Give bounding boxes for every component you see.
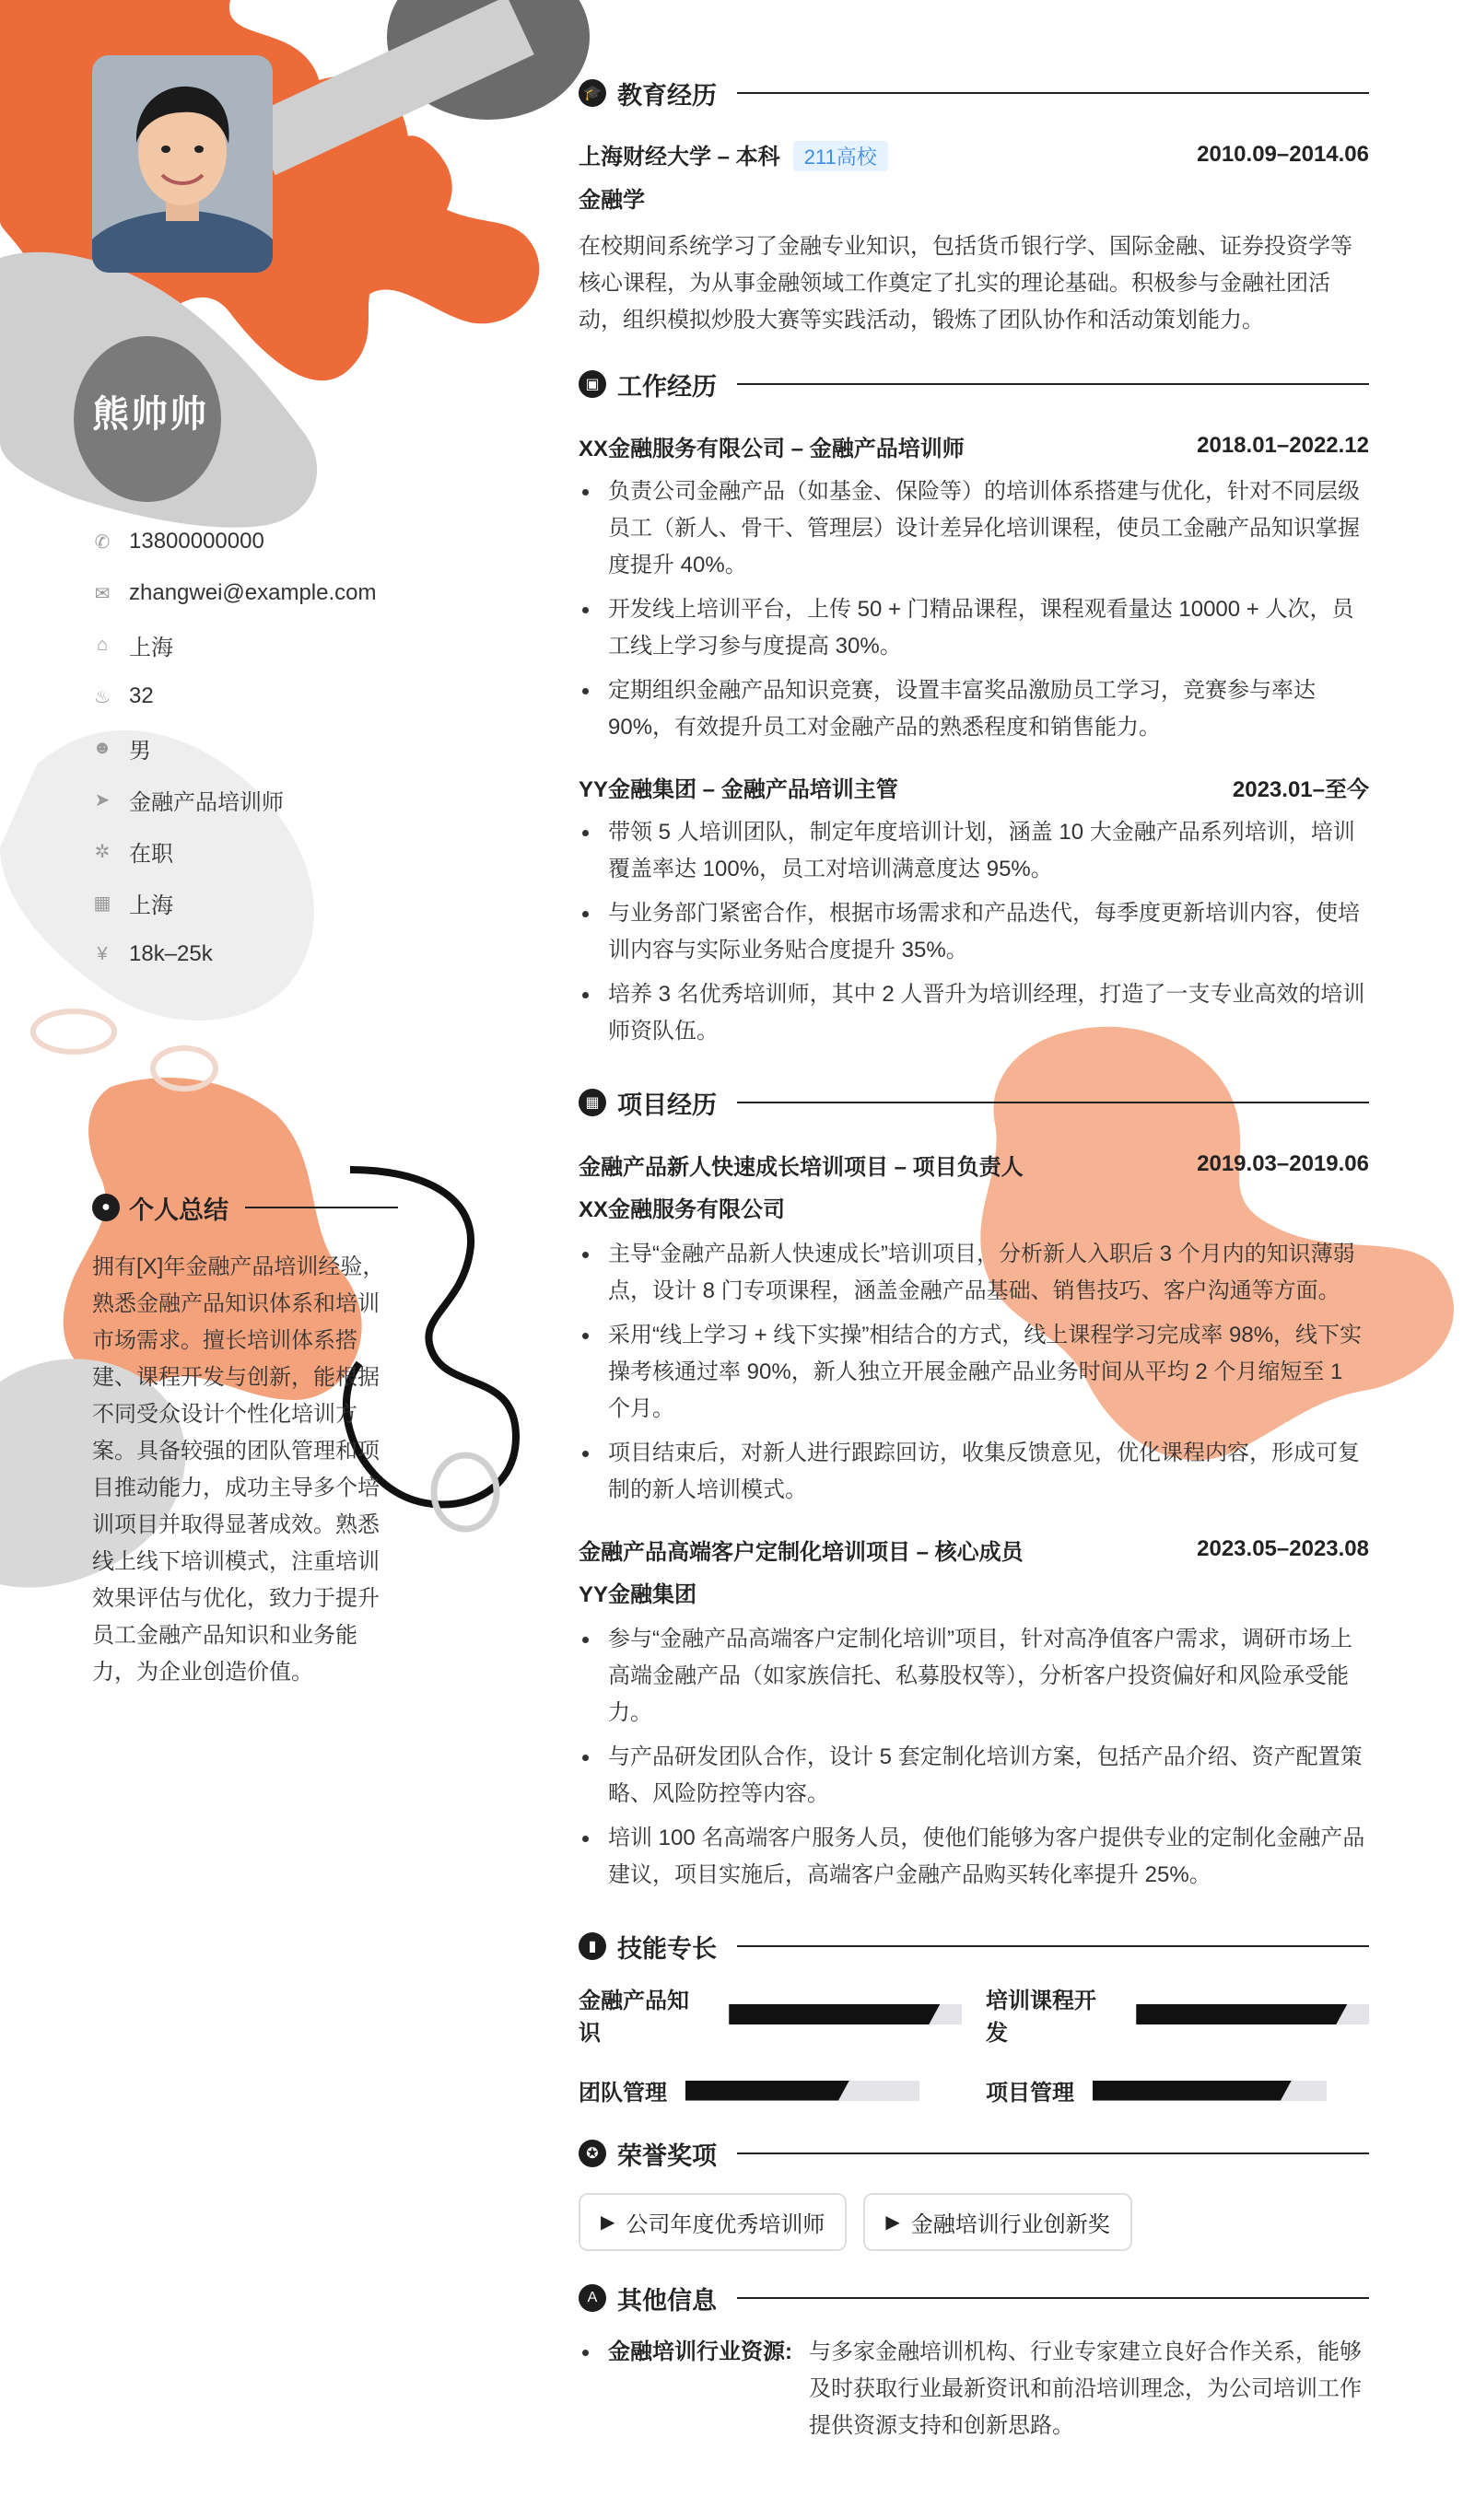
briefcase-icon: ▣ — [579, 370, 606, 398]
list-item: 负责公司金融产品（如基金、保险等）的培训体系搭建与优化，针对不同层级员工（新人、骨干、管理层）设计差异化培训课程，使员工金融产品知识掌握度提升 40%。 — [579, 473, 1369, 584]
job-title: XX金融服务有限公司 – 金融产品培训师 — [579, 436, 965, 461]
skill-name: 团队管理 — [579, 2081, 667, 2106]
contact-text: 上海 — [129, 892, 173, 918]
honor-item — [863, 2193, 1131, 2251]
list-item: 参与“金融产品高端客户定制化培训”项目，针对高净值客户需求，调研市场上高端金融产品（如家族信托、私募股权等），分析客户投资偏好和风险承受能力。 — [579, 1621, 1369, 1732]
honor-label: 金融培训行业创新奖 — [910, 2212, 1110, 2237]
skill-level-bar — [1093, 2081, 1327, 2101]
contact-item — [92, 671, 377, 722]
honors-title: 荣誉奖项 — [617, 2141, 717, 2170]
summary-section-header — [92, 1183, 398, 1232]
contact-text: 男 — [129, 738, 151, 764]
other-title: 其他信息 — [617, 2286, 717, 2315]
divider — [737, 2152, 1369, 2154]
project-list — [579, 1140, 1369, 1894]
project-header — [579, 1525, 1369, 1573]
skill-level-fill — [685, 2081, 849, 2101]
skill-name: 金融产品知识 — [579, 1989, 689, 2046]
other-info-label: 金融培训行业资源: — [579, 2334, 792, 2444]
list-item: 定期组织金融产品知识竞赛，设置丰富奖品激励员工学习，竞赛参与率达 90%，有效提升员工对金融产品的熟悉程度和销售能力。 — [579, 672, 1369, 746]
graduation-cap-icon: 🎓 — [579, 79, 606, 107]
contact-item — [92, 567, 377, 619]
candidate-name: 熊帅帅 — [92, 394, 208, 435]
job-date: 2018.01–2022.12 — [1197, 433, 1369, 458]
contact-text: 18k–25k — [129, 941, 213, 966]
divider — [737, 2297, 1369, 2299]
contact-list — [92, 516, 377, 980]
project-org: XX金融服务有限公司 — [579, 1197, 786, 1222]
chart-icon: ▮ — [579, 1932, 606, 1960]
cake-icon: ♨ — [94, 686, 111, 707]
project-header — [579, 1140, 1369, 1188]
skills-section-header — [579, 1921, 1369, 1971]
honor-item — [579, 2193, 847, 2251]
pale-ring-left — [33, 1011, 114, 1052]
list-item: 带领 5 人培训团队，制定年度培训计划，涵盖 10 大金融产品系列培训，培训覆盖率达 100%，员工对培训满意度达 95%。 — [579, 814, 1369, 888]
project-name: 金融产品新人快速成长培训项目 – 项目负责人 — [579, 1154, 1024, 1180]
summary-text: 拥有[X]年金融产品培训经验，熟悉金融产品知识体系和培训市场需求。擅长培训体系搭建、课程开发与创新，能根据不同受众设计个性化培训方案。具备较强的团队管理和项目推动能力，成功主导多个培训项目并取得显著成效。熟悉线上线下培训模式，注重培训效果评估与优化，致力于提升员工金融产品知识和业务能力，为企业创造价值。 — [92, 1254, 385, 1685]
education-title: 教育经历 — [617, 81, 717, 110]
honor-label: 公司年度优秀培训师 — [626, 2212, 825, 2237]
list-item: 开发线上培训平台，上传 50 + 门精品课程，课程观看量达 10000 + 人次，员工线上学习参与度提高 30%。 — [579, 591, 1369, 665]
play-triangle-icon: ▶ — [601, 2212, 615, 2233]
skills-title: 技能专长 — [617, 1934, 717, 1963]
project-org: YY金融集团 — [579, 1582, 697, 1607]
work-list — [579, 422, 1369, 1050]
school-tag-badge: 211高校 — [793, 141, 888, 171]
skills-list — [579, 1982, 1369, 2106]
grid-icon: ▦ — [579, 1089, 606, 1116]
person-icon: ● — [92, 1194, 120, 1221]
divider — [737, 1102, 1369, 1103]
skill-item — [579, 2074, 962, 2106]
work-section-header — [579, 359, 1369, 409]
skill-name: 培训课程开发 — [986, 1989, 1096, 2046]
skill-level-fill — [1136, 2004, 1347, 2024]
contact-item — [92, 825, 377, 877]
education-header — [579, 131, 1369, 179]
money-icon: ¥ — [97, 943, 108, 964]
contact-text: zhangwei@example.com — [129, 580, 377, 605]
award-icon: ✪ — [579, 2140, 606, 2167]
education-description: 在校期间系统学习了金融专业知识，包括货币银行学、国际金融、证券投资学等核心课程，为从事金融领域工作奠定了扎实的理论基础。积极参与金融社团活动，组织模拟炒股大赛等实践活动，锻炼了团队协作和活动策划能力。 — [579, 234, 1352, 332]
contact-text: 在职 — [129, 841, 173, 867]
main-column — [579, 68, 1369, 2444]
mail-icon: ✉ — [94, 583, 111, 604]
face-icon: ☻ — [92, 737, 112, 758]
contact-item — [92, 877, 377, 928]
skill-item — [579, 1982, 962, 2047]
skill-level-bar — [1136, 2004, 1369, 2024]
education-major: 金融学 — [579, 188, 645, 213]
contact-text: 上海 — [129, 635, 173, 660]
contact-item — [92, 774, 377, 825]
list-item: 与产品研发团队合作，设计 5 套定制化培训方案，包括产品介绍、资产配置策略、风险防控等内容。 — [579, 1739, 1369, 1813]
list-item: 采用“线上学习 + 线下实操”相结合的方式，线上课程学习完成率 98%，线下实操考核通过率 90%，新人独立开展金融产品业务时间从平均 2 个月缩短至 1 个月。 — [579, 1317, 1369, 1428]
avatar — [92, 55, 273, 273]
divider — [737, 92, 1369, 94]
phone-icon: ✆ — [94, 531, 111, 553]
list-item: 培养 3 名优秀培训师，其中 2 人晋升为培训经理，打造了一支专业高效的培训师资队伍。 — [579, 976, 1369, 1050]
project-bullets — [579, 1621, 1369, 1894]
job-bullets — [579, 814, 1369, 1050]
list-item: 主导“金融产品新人快速成长”培训项目，分析新人入职后 3 个月内的知识薄弱点，设计 8 门专项课程，涵盖金融产品基础、销售技巧、客户沟通等方面。 — [579, 1236, 1369, 1310]
school-name: 上海财经大学 – 本科 — [579, 145, 780, 169]
list-item: 与业务部门紧密合作，根据市场需求和产品迭代，每季度更新培训内容，使培训内容与实际业务贴合度提升 35%。 — [579, 895, 1369, 969]
other-info-item — [579, 2334, 1369, 2444]
list-item: 项目结束后，对新人进行跟踪回访，收集反馈意见，优化课程内容，形成可复制的新人培训模式。 — [579, 1435, 1369, 1509]
skill-level-bar — [685, 2081, 919, 2101]
skill-level-fill — [1093, 2081, 1292, 2101]
divider — [245, 1207, 398, 1208]
project-date: 2019.03–2019.06 — [1197, 1151, 1369, 1176]
honors-section-header — [579, 2129, 1369, 2178]
divider — [737, 1945, 1369, 1947]
contact-text: 32 — [129, 683, 154, 708]
skill-item — [986, 1982, 1369, 2047]
info-icon: A — [579, 2284, 606, 2312]
project-section-header — [579, 1078, 1369, 1127]
skill-name: 项目管理 — [986, 2081, 1074, 2106]
project-name: 金融产品高端客户定制化培训项目 – 核心成员 — [579, 1539, 1024, 1565]
skill-level-bar — [729, 2004, 962, 2024]
status-icon: ✲ — [94, 841, 111, 862]
work-title: 工作经历 — [617, 372, 717, 401]
job-header — [579, 763, 1369, 811]
job-title: YY金融集团 – 金融产品培训主管 — [579, 776, 898, 802]
job-date: 2023.01–至今 — [1232, 776, 1369, 802]
play-triangle-icon: ▶ — [885, 2212, 900, 2233]
honors-list — [579, 2193, 1369, 2251]
skill-item — [986, 2074, 1369, 2106]
other-section-header — [579, 2273, 1369, 2323]
project-title: 项目经历 — [617, 1091, 717, 1119]
education-date: 2010.09–2014.06 — [1197, 142, 1369, 167]
contact-item — [92, 516, 377, 567]
contact-item — [92, 928, 377, 980]
send-icon: ➤ — [94, 789, 111, 811]
divider — [737, 383, 1369, 385]
project-bullets — [579, 1236, 1369, 1509]
list-item: 培训 100 名高端客户服务人员，使他们能够为客户提供专业的定制化金融产品建议，项目实施后，高端客户金融产品购买转化率提升 25%。 — [579, 1820, 1369, 1894]
project-date: 2023.05–2023.08 — [1197, 1536, 1369, 1561]
skill-level-fill — [729, 2004, 940, 2024]
job-header — [579, 422, 1369, 470]
contact-item — [92, 619, 377, 671]
contact-text: 13800000000 — [129, 529, 264, 554]
summary-title: 个人总结 — [129, 1196, 228, 1224]
job-bullets — [579, 473, 1369, 746]
education-section-header — [579, 68, 1369, 118]
contact-text: 金融产品培训师 — [129, 789, 284, 815]
building-icon: ▦ — [93, 892, 111, 914]
other-info-text: 与多家金融培训机构、行业专家建立良好合作关系，能够及时获取行业最新资讯和前沿培训理念，为公司培训工作提供资源支持和创新思路。 — [809, 2339, 1362, 2438]
contact-item — [92, 722, 377, 774]
home-icon: ⌂ — [96, 634, 109, 655]
avatar-photo — [92, 55, 273, 273]
